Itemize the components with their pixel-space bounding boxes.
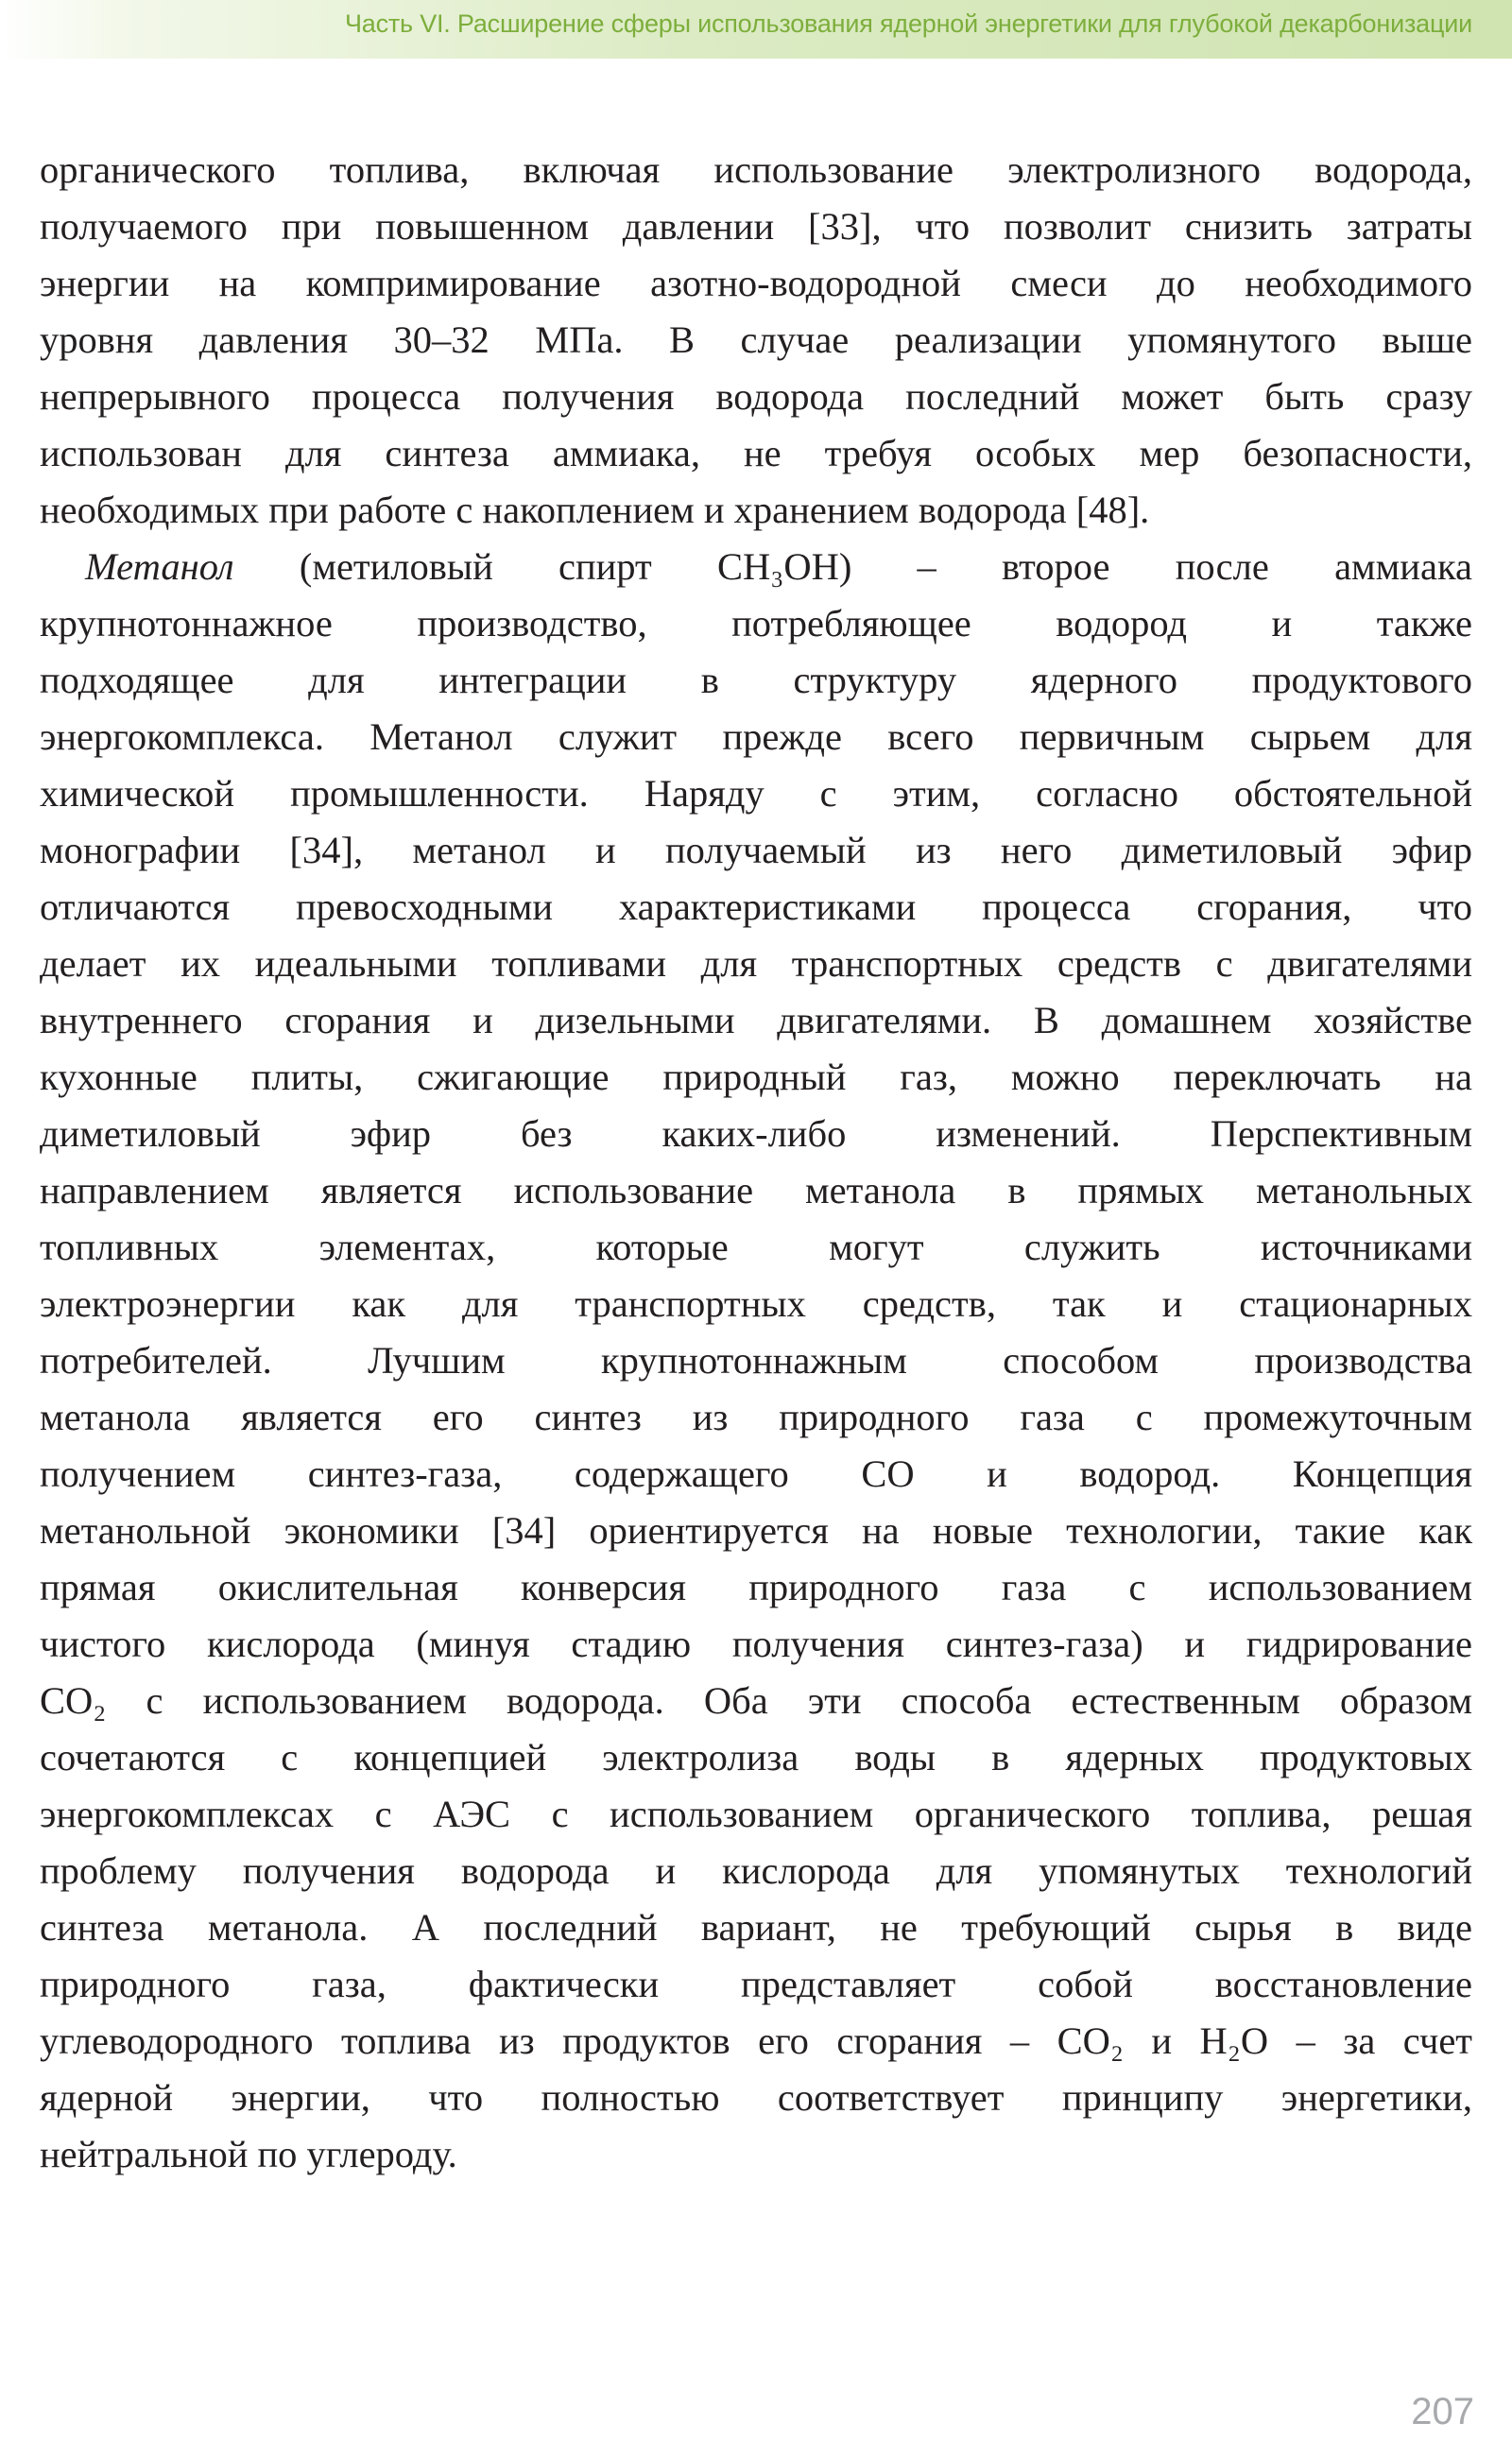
text-line: внутреннего сгорания и дизельными двигателями. В домашнем хозяйстве — [40, 999, 1472, 1041]
text-line: крупнотоннажное производство, потребляющее водород и также — [40, 602, 1472, 644]
page-number: 207 — [1411, 2391, 1474, 2432]
text-line: получаемого при повышенном давлении [33], что позволит снизить затраты — [40, 205, 1472, 248]
text-line-rest: (метиловый спирт CH₃OH) – второе после аммиака — [299, 545, 1472, 588]
text-line: непрерывного процесса получения водорода последний может быть сразу — [40, 375, 1472, 418]
text-line: монографии [34], метанол и получаемый из него диметиловый эфир — [40, 829, 1472, 871]
text-line: энергокомплексах с АЭС с использованием органического топлива, решая — [40, 1793, 1472, 1835]
text-line: природного газа, фактически представляет собой восстановление — [40, 1963, 1472, 2005]
text-line: необходимых при работе с накоплением и хранением водорода [48]. — [40, 489, 1150, 531]
running-header-band — [0, 0, 1512, 59]
text-line: CO₂ с использованием водорода. Оба эти способа естественным образом — [40, 1679, 1472, 1722]
text-line: электроэнергии как для транспортных средств, так и стационарных — [40, 1282, 1472, 1325]
italic-term: Метанол — [85, 545, 234, 588]
body-text — [40, 142, 1472, 2183]
text-line: нейтральной по углероду. — [40, 2133, 457, 2175]
text-line: уровня давления 30–32 МПа. В случае реализации упомянутого выше — [40, 318, 1472, 361]
text-line: проблему получения водорода и кислорода для упомянутых технологий — [40, 1849, 1472, 1892]
text-line: потребителей. Лучшим крупнотоннажным способом производства — [40, 1339, 1472, 1382]
text-line: топливных элементах, которые могут служить источниками — [40, 1226, 1472, 1268]
running-header-title: Часть VI. Расширение сферы использования ядерной энергетики для глубокой декарбонизации — [344, 9, 1472, 38]
text-line: прямая окислительная конверсия природного газа с использованием — [40, 1566, 1472, 1608]
text-line: ядерной энергии, что полностью соответствует принципу энергетики, — [40, 2076, 1472, 2119]
text-line: делает их идеальными топливами для транспортных средств с двигателями — [40, 942, 1472, 985]
text-line: диметиловый эфир без каких-либо изменений. Перспективным — [40, 1112, 1472, 1155]
text-line: получением синтез-газа, содержащего CO и водород. Концепция — [40, 1452, 1472, 1495]
text-line: использован для синтеза аммиака, не требуя особых мер безопасности, — [40, 432, 1472, 474]
text-line: метанола является его синтез из природного газа с промежуточным — [40, 1396, 1472, 1438]
text-line: сочетаются с концепцией электролиза воды в ядерных продуктовых — [40, 1736, 1472, 1778]
text-line: кухонные плиты, сжигающие природный газ, можно переключать на — [40, 1056, 1472, 1098]
text-line: подходящее для интеграции в структуру ядерного продуктового — [40, 659, 1472, 701]
text-line: органического топлива, включая использование электролизного водорода, — [40, 148, 1472, 191]
text-line: синтеза метанола. А последний вариант, не требующий сырья в виде — [40, 1906, 1472, 1949]
text-line: метанольной экономики [34] ориентируется на новые технологии, такие как — [40, 1509, 1472, 1552]
text-line: направлением является использование метанола в прямых метанольных — [40, 1169, 1472, 1211]
text-line: энергокомплекса. Метанол служит прежде всего первичным сырьем для — [40, 715, 1472, 758]
text-line: химической промышленности. Наряду с этим, согласно обстоятельной — [40, 772, 1472, 815]
text-line: углеводородного топлива из продуктов его сгорания – CO₂ и H₂O – за счет — [40, 2019, 1472, 2062]
paragraph-first-line — [40, 539, 1472, 595]
text-line: отличаются превосходными характеристиками процесса сгорания, что — [40, 885, 1472, 928]
text-line: энергии на компримирование азотно-водородной смеси до необходимого — [40, 262, 1472, 304]
text-line: чистого кислорода (минуя стадию получения синтез-газа) и гидрирование — [40, 1623, 1472, 1665]
